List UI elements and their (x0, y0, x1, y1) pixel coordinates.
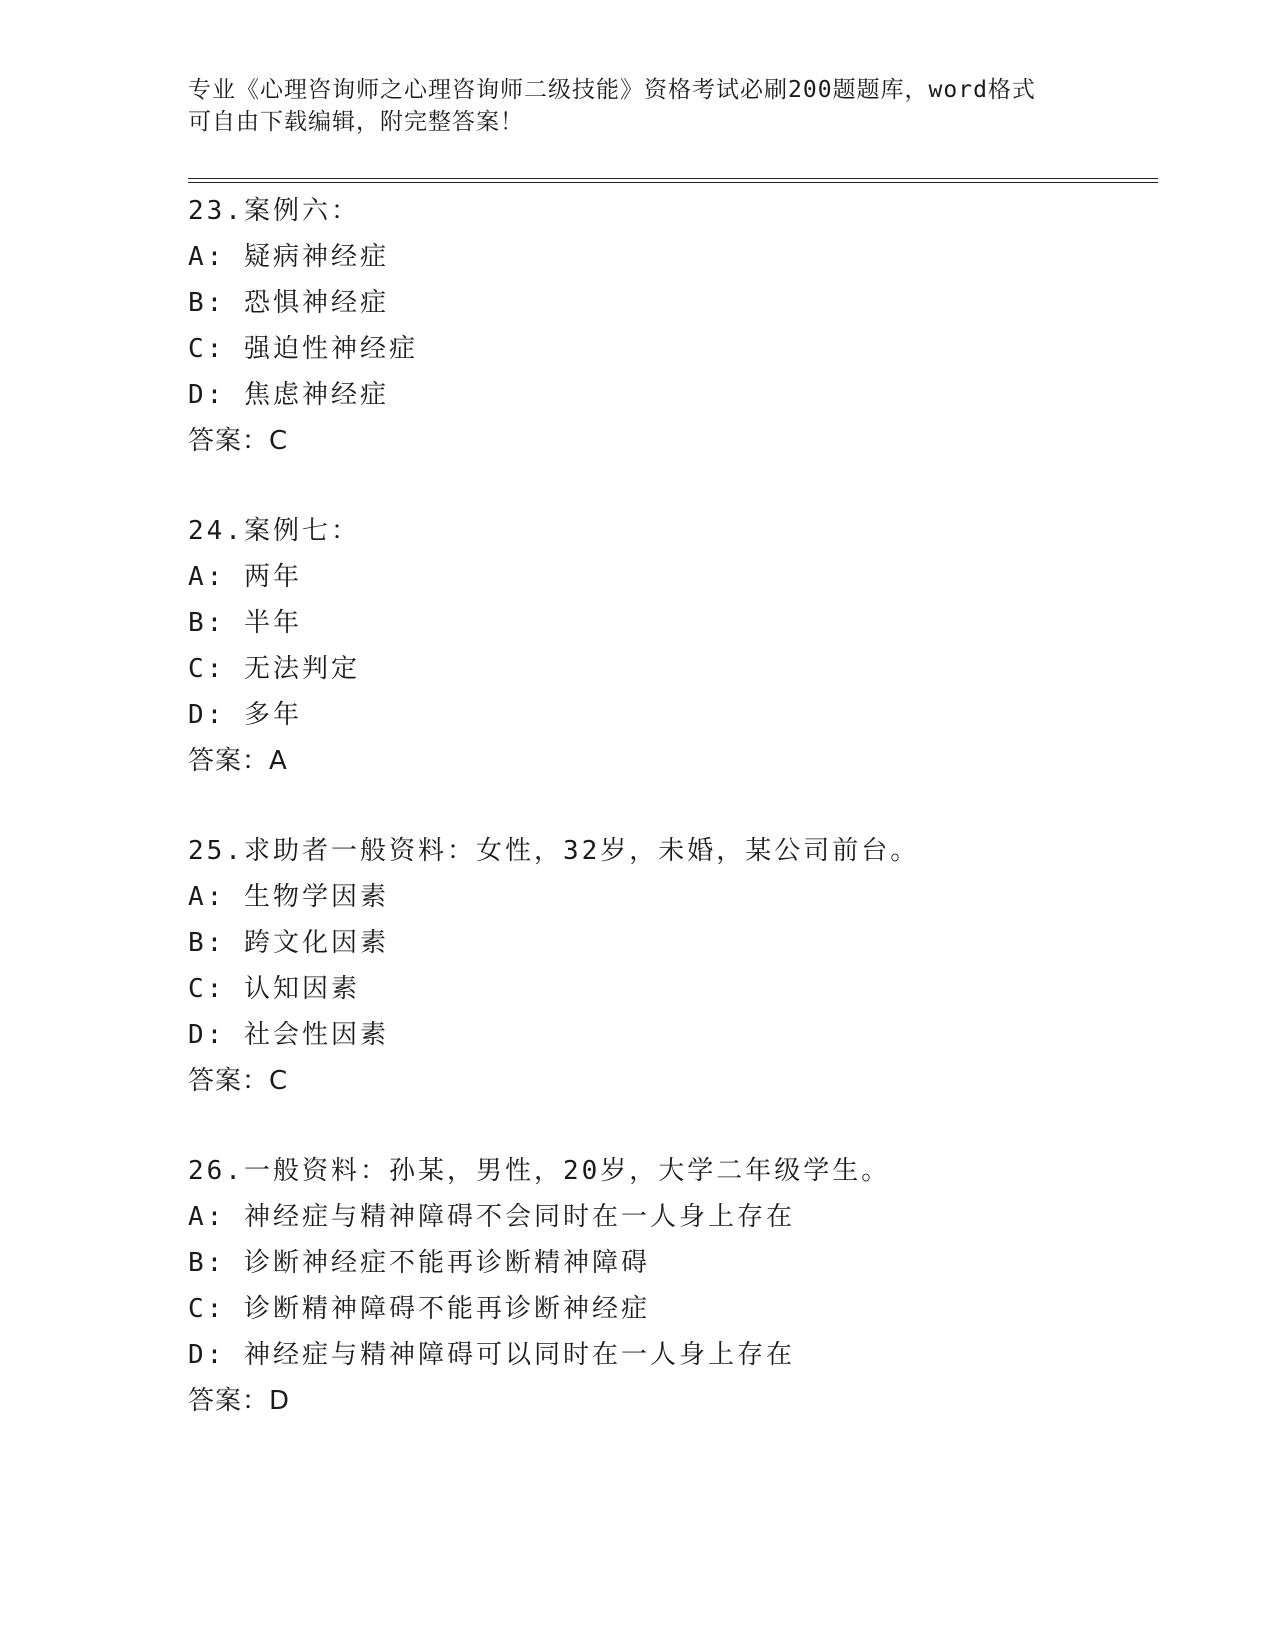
option-b: B: 恐惧神经症 (188, 288, 389, 318)
question-24 (188, 508, 1148, 784)
answer: 答案：C (188, 426, 289, 456)
option-d: D: 焦虑神经症 (188, 380, 389, 410)
option-c: C: 无法判定 (188, 654, 360, 684)
option-d: D: 多年 (188, 700, 302, 730)
answer: 答案：A (188, 746, 288, 776)
option-a: A: 生物学因素 (188, 882, 389, 912)
question-stem: 23.案例六： (188, 196, 360, 226)
question-23 (188, 188, 1148, 464)
question-26 (188, 1148, 1148, 1424)
header-divider-top (188, 178, 1158, 179)
header-divider-bottom (188, 182, 1158, 183)
option-c: C: 强迫性神经症 (188, 334, 418, 364)
question-stem: 26.一般资料：孙某，男性，20岁，大学二年级学生。 (188, 1156, 891, 1186)
document-header (188, 74, 1068, 138)
option-d: D: 社会性因素 (188, 1020, 389, 1050)
option-b: B: 诊断神经症不能再诊断精神障碍 (188, 1248, 650, 1278)
option-c: C: 诊断精神障碍不能再诊断神经症 (188, 1294, 650, 1324)
question-stem: 25.求助者一般资料：女性，32岁，未婚，某公司前台。 (188, 836, 920, 866)
option-c: C: 认知因素 (188, 974, 360, 1004)
option-b: B: 跨文化因素 (188, 928, 389, 958)
option-a: A: 神经症与精神障碍不会同时在一人身上存在 (188, 1202, 795, 1232)
question-stem: 24.案例七： (188, 516, 360, 546)
answer: 答案：D (188, 1386, 291, 1416)
header-title-line-1: 专业《心理咨询师之心理咨询师二级技能》资格考试必刷200题题库，word格式 (188, 77, 1036, 103)
option-a: A: 疑病神经症 (188, 242, 389, 272)
option-d: D: 神经症与精神障碍可以同时在一人身上存在 (188, 1340, 795, 1370)
option-b: B: 半年 (188, 608, 302, 638)
question-25 (188, 828, 1148, 1104)
header-title-line-2: 可自由下载编辑，附完整答案！ (188, 109, 524, 135)
option-a: A: 两年 (188, 562, 302, 592)
answer: 答案：C (188, 1066, 289, 1096)
